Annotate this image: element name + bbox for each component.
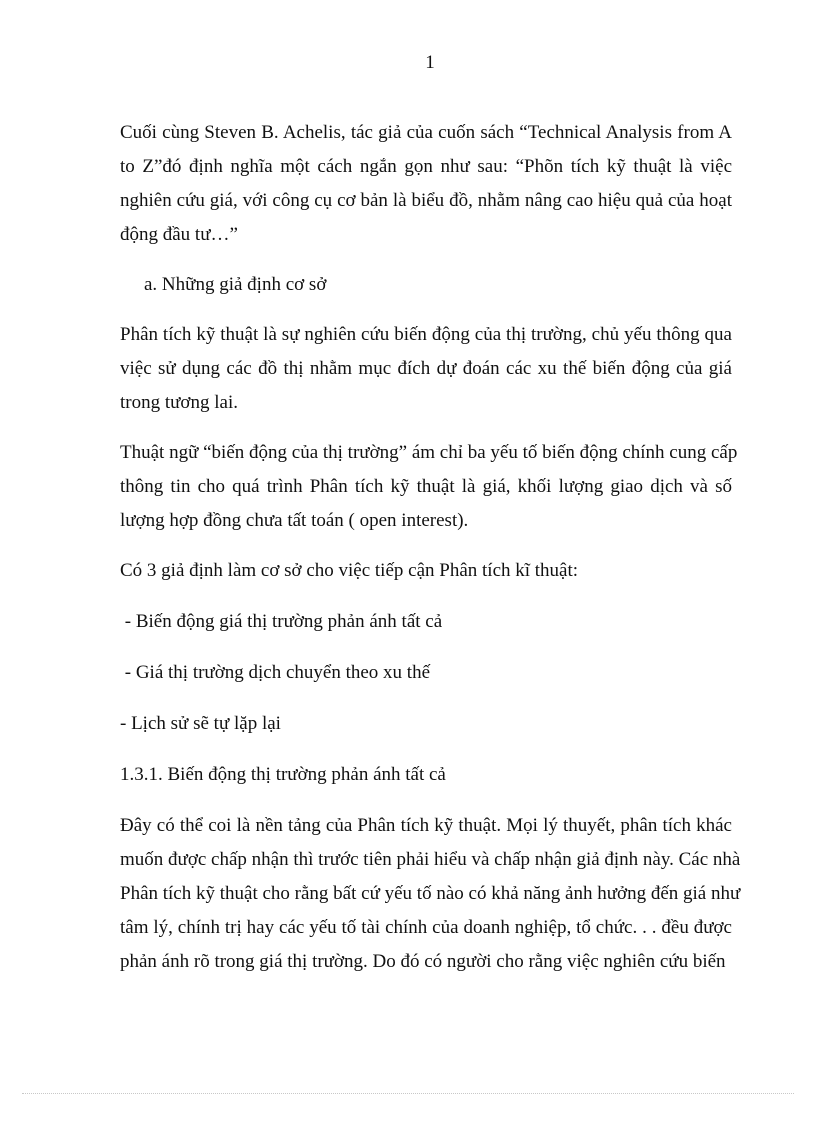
bullet-item: - Biến động giá thị trường phản ánh tất cả [120,611,443,632]
text-line: động đầu tư…” [120,224,238,245]
section-heading-a: a. Những giả định cơ sở [144,274,327,295]
page-number: 1 [425,52,435,73]
text-line: nghiên cứu giá, với công cụ cơ bản là biểu đồ, nhằm nâng cao hiệu quả của hoạt [120,190,732,211]
text-line: tâm lý, chính trị hay các yếu tố tài chính của doanh nghiệp, tổ chức. . . đều được [120,917,732,938]
paragraph-definition [120,116,732,252]
text-line: thông tin cho quá trình Phân tích kỹ thuật là giá, khối lượng giao dịch và số [120,476,732,497]
text-line: trong tương lai. [120,392,238,413]
text-line: lượng hợp đồng chưa tất toán ( open interest). [120,510,469,531]
text-line: muốn được chấp nhận thì trước tiên phải hiểu và chấp nhận giả định này. Các nhà [120,849,741,870]
paragraph-assumptions-intro: Có 3 giả định làm cơ sở cho việc tiếp cận Phân tích kĩ thuật: [120,560,579,581]
text-line: phản ánh rõ trong giá thị trường. Do đó có người cho rằng việc nghiên cứu biến [120,951,726,972]
text-line: Phân tích kỹ thuật là sự nghiên cứu biến động của thị trường, chủ yếu thông qua [120,324,732,345]
paragraph-technical-analysis [120,318,732,420]
bullet-item: - Lịch sử sẽ tự lặp lại [120,713,281,734]
paragraph-market-movement [120,436,738,538]
text-line: việc sử dụng các đồ thị nhằm mục đích dự đoán các xu thế biến động của giá [120,358,732,379]
section-heading-1-3-1: 1.3.1. Biến động thị trường phản ánh tất cả [120,764,446,785]
page-bottom-divider [22,1093,794,1094]
document-body [120,116,741,979]
text-line: to Z”đó định nghĩa một cách ngắn gọn như sau: “Phõn tích kỹ thuật là việc [120,156,732,177]
text-line: Phân tích kỹ thuật cho rằng bất cứ yếu tố nào có khả năng ảnh hưởng đến giá như [120,883,741,904]
paragraph-foundation [120,809,741,979]
text-line: Cuối cùng Steven B. Achelis, tác giả của cuốn sách “Technical Analysis from A [120,122,732,143]
bullet-item: - Giá thị trường dịch chuyển theo xu thế [120,662,431,683]
text-line: Thuật ngữ “biến động của thị trường” ám chỉ ba yếu tố biến động chính cung cấp [120,442,738,463]
text-line: Đây có thể coi là nền tảng của Phân tích kỹ thuật. Mọi lý thuyết, phân tích khác [120,815,732,836]
